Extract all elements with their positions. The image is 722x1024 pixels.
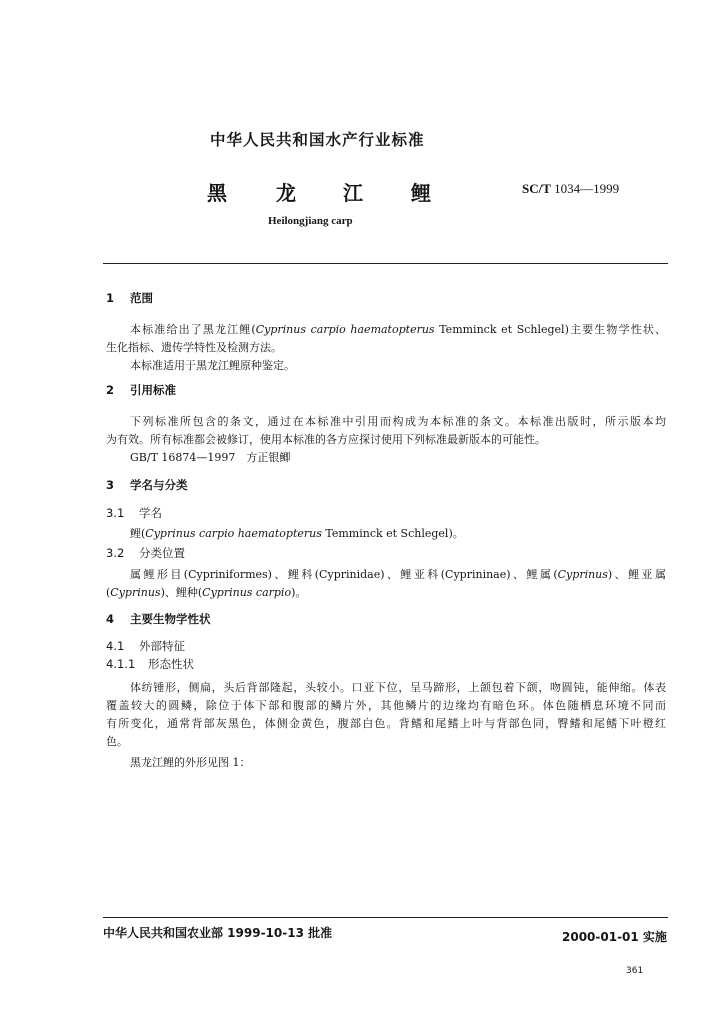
footer-rule (103, 917, 668, 918)
text: )。 (291, 586, 307, 599)
subsection-4-1-heading (106, 638, 185, 654)
subsection-3-1-heading (106, 505, 162, 521)
approval-statement: 中华人民共和国农业部 1999-10-13 批准 (103, 926, 333, 940)
latin-name: Cyprinus carpio (202, 586, 292, 599)
text: )、鲤种( (160, 586, 203, 599)
text: 鲤( (130, 527, 146, 540)
section-2-paragraph-line-1: 下列标准所包含的条文，通过在本标准中引用而构成为本标准的条文。本标准出版时，所示版本均 (130, 415, 666, 428)
text: 属鲤形目(Cypriniformes)、鲤科(Cyprinidae)、鲤亚科(Cyprininae)、鲤属( (130, 568, 558, 581)
scientific-name-line (130, 525, 464, 541)
taxonomy-line-1 (130, 566, 666, 582)
text: 本标准给出了黑龙江鲤( (130, 323, 256, 336)
taxonomy-line-2 (106, 584, 306, 600)
section-number: 3 (106, 478, 115, 492)
text: Temminck et Schlegel)。 (321, 527, 464, 540)
morphology-line-2: 覆盖较大的圆鳞，除位于体下部和腹部的鳞片外，其他鳞片的边缘均有暗色环。体色随栖息环境不同而 (106, 699, 666, 712)
section-1-paragraph-line-1 (130, 321, 666, 337)
header-rule (103, 263, 668, 264)
subsection-number: 3.1 (106, 506, 125, 520)
subsection-3-2-heading (106, 545, 185, 561)
subsection-title: 分类位置 (139, 546, 185, 560)
latin-name: Cyprinus carpio haematopterus (145, 527, 322, 540)
title-char-1: 黑 (207, 181, 227, 205)
section-3-heading (106, 477, 188, 493)
latin-name: Cyprinus (557, 568, 608, 581)
subsection-number: 3.2 (106, 546, 125, 560)
text: Temminck et Schlegel)主要生物学性状、 (434, 323, 666, 336)
section-number: 1 (106, 291, 115, 305)
text: ( (106, 586, 111, 599)
morphology-line-3: 有所变化，通常背部灰黑色，体侧金黄色，腹部白色。背鳍和尾鳍上叶与背部色同，臀鳍和尾鳍下叶橙红 (106, 717, 666, 730)
subsection-title: 学名 (139, 506, 162, 520)
subsection-title: 形态性状 (148, 657, 194, 671)
title-char-2: 龙 (276, 181, 296, 205)
title-char-4: 鲤 (411, 181, 431, 205)
morphology-line-4: 色。 (106, 735, 128, 748)
standard-code-number: 1034—1999 (554, 181, 620, 196)
referenced-standard: GB/T 16874—1997 方正银鲫 (130, 451, 291, 464)
section-1-heading (106, 290, 153, 306)
section-title: 学名与分类 (130, 478, 188, 492)
implementation-date: 2000-01-01 实施 (562, 930, 667, 944)
subsection-4-1-1-heading (106, 656, 194, 672)
section-title: 引用标准 (130, 383, 176, 397)
section-title: 范围 (130, 291, 153, 305)
section-4-heading (106, 611, 211, 627)
section-number: 2 (106, 383, 115, 397)
section-2-paragraph-line-2: 为有效。所有标准都会被修订，使用本标准的各方应探讨使用下列标准最新版本的可能性。 (106, 433, 546, 446)
standard-code (522, 181, 619, 197)
subsection-title: 外部特征 (139, 639, 185, 653)
subsection-number: 4.1 (106, 639, 125, 653)
page-number: 361 (626, 966, 644, 976)
latin-name: Cyprinus (110, 586, 161, 599)
section-title: 主要生物学性状 (130, 612, 211, 626)
section-number: 4 (106, 612, 115, 626)
section-1-paragraph-line-2: 生化指标、遗传学特性及检测方法。 (106, 341, 282, 354)
title-char-3: 江 (343, 181, 363, 205)
morphology-line-1: 体纺锤形，侧扁，头后背部隆起，头较小。口亚下位，呈马蹄形，上颌包着下颌，吻圆钝，能伸缩。体表 (130, 681, 666, 694)
figure-reference-line: 黑龙江鲤的外形见图 1： (130, 756, 251, 769)
section-1-paragraph-2: 本标准适用于黑龙江鲤原种鉴定。 (130, 359, 295, 372)
latin-name: Cyprinus carpio haematopterus (255, 323, 435, 336)
section-2-heading (106, 382, 176, 398)
subsection-number: 4.1.1 (106, 657, 136, 671)
standard-category-title: 中华人民共和国水产行业标准 (210, 131, 425, 149)
english-subtitle: Heilongjiang carp (268, 215, 353, 227)
text: )、鲤亚属 (607, 568, 666, 581)
standard-code-prefix: SC/T (522, 181, 551, 196)
